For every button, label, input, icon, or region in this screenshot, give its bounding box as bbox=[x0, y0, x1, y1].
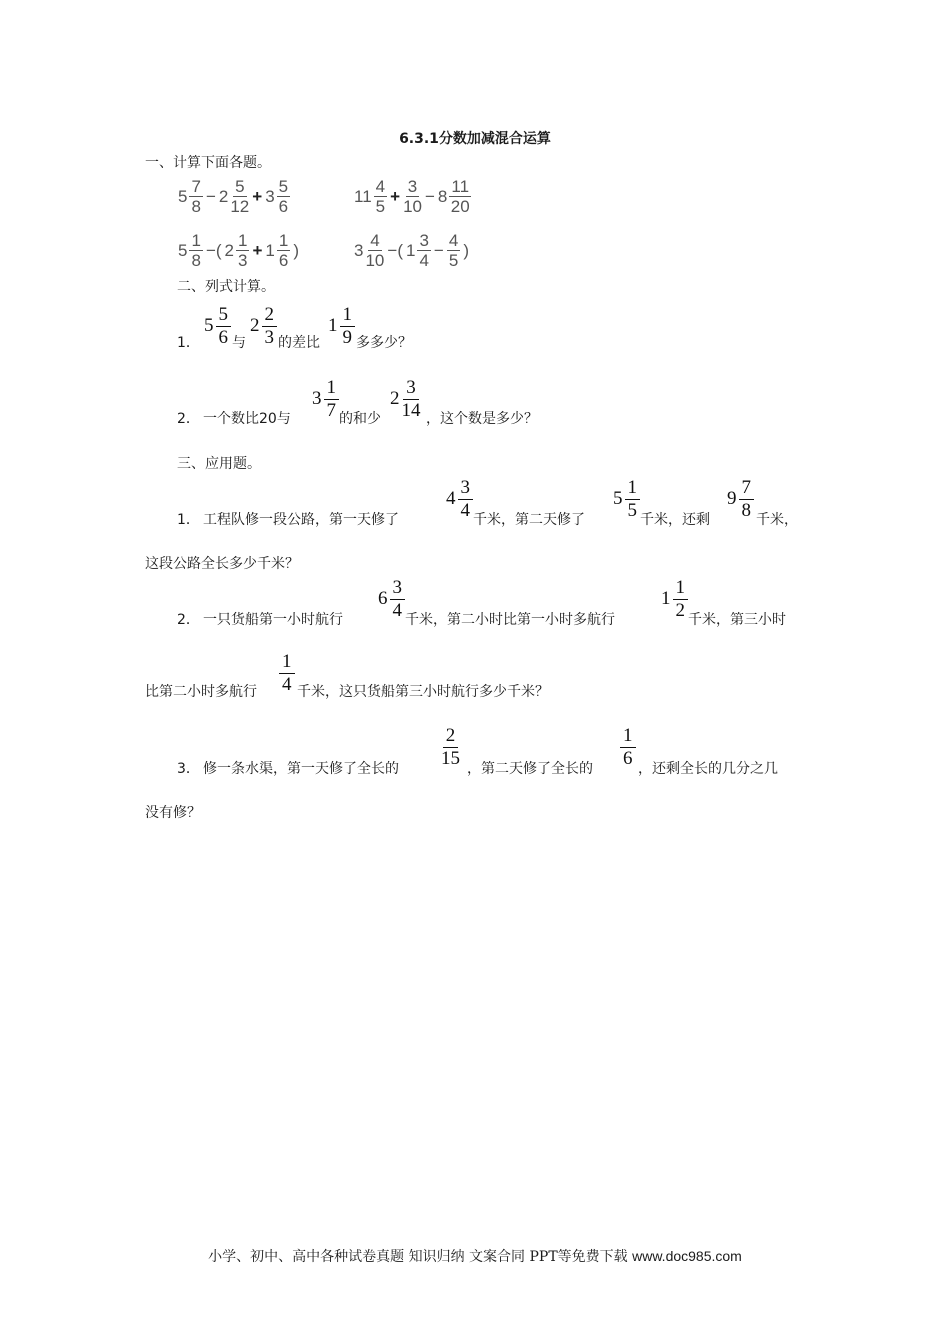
mixed-number bbox=[447, 232, 460, 269]
whole-number: 1 bbox=[265, 240, 275, 260]
denominator: 7 bbox=[326, 400, 336, 421]
operator: + bbox=[252, 186, 263, 206]
s2-q1-fraction-3 bbox=[328, 305, 355, 347]
s3-q1-fraction-3 bbox=[727, 478, 754, 520]
numerator: 1 bbox=[620, 726, 636, 748]
mixed-number bbox=[265, 178, 290, 215]
whole-number: 5 bbox=[178, 186, 188, 206]
numerator: 5 bbox=[278, 177, 289, 196]
s3-q1-number: 1． bbox=[177, 512, 200, 528]
section-3-heading: 三、应用题。 bbox=[177, 456, 261, 472]
fraction bbox=[625, 478, 641, 520]
numerator: 7 bbox=[191, 177, 201, 196]
s2-q1-fraction-1 bbox=[204, 305, 231, 347]
numerator: 3 bbox=[419, 231, 429, 250]
whole-number: 8 bbox=[437, 186, 448, 206]
operator: ) bbox=[463, 240, 469, 260]
numerator: 3 bbox=[390, 578, 406, 600]
whole-number: 3 bbox=[312, 388, 322, 409]
s2-q1-number: 1． bbox=[177, 335, 200, 351]
whole-number: 3 bbox=[354, 240, 364, 260]
s3-q3-text-1: ，第二天修了全长的 bbox=[467, 761, 593, 777]
s3-q3-text-2: ，还剩全长的几分之几 bbox=[638, 761, 778, 777]
page-title: 6.3.1分数加减混合运算 bbox=[399, 131, 551, 147]
section-1-heading: 一、计算下面各题。 bbox=[145, 155, 271, 171]
fraction bbox=[230, 178, 249, 215]
s2-q2-fraction-1 bbox=[312, 378, 339, 420]
mixed-number bbox=[438, 178, 471, 215]
operator: + bbox=[390, 186, 401, 206]
mixed-number bbox=[265, 232, 290, 269]
footer-url: www.doc985.com bbox=[632, 1248, 742, 1264]
s3-q3-fraction-2 bbox=[620, 726, 636, 768]
fraction bbox=[374, 178, 387, 215]
mixed-number bbox=[219, 178, 249, 215]
fraction bbox=[216, 305, 232, 347]
whole-number: 1 bbox=[405, 240, 416, 260]
operator: −( bbox=[205, 240, 222, 260]
fraction bbox=[390, 578, 406, 620]
denominator: 10 bbox=[403, 197, 422, 216]
fraction bbox=[189, 232, 202, 269]
numerator: 1 bbox=[278, 231, 289, 250]
fraction bbox=[449, 178, 471, 215]
fraction bbox=[458, 478, 474, 520]
numerator: 3 bbox=[407, 177, 418, 196]
denominator: 4 bbox=[460, 500, 470, 521]
s3-q3-fraction-1 bbox=[441, 726, 460, 768]
whole-number: 11 bbox=[354, 186, 372, 206]
whole-number: 6 bbox=[378, 588, 388, 609]
s3-q2-line-2b: 千米，这只货船第三小时航行多少千米？ bbox=[297, 684, 549, 700]
mixed-number bbox=[406, 232, 431, 269]
s3-q2-text-0: 一只货船第一小时航行 bbox=[203, 612, 343, 628]
fraction bbox=[620, 726, 636, 768]
s3-q1-line-2: 这段公路全长多少千米？ bbox=[145, 556, 299, 572]
operator: − bbox=[205, 186, 216, 206]
denominator: 6 bbox=[278, 197, 289, 216]
fraction bbox=[277, 232, 290, 269]
fraction bbox=[324, 378, 340, 420]
mixed-number bbox=[178, 232, 203, 269]
denominator: 3 bbox=[238, 251, 248, 270]
numerator: 4 bbox=[448, 231, 459, 250]
denominator: 5 bbox=[627, 500, 637, 521]
fraction bbox=[365, 232, 384, 269]
whole-number: 5 bbox=[204, 315, 214, 336]
whole-number: 9 bbox=[727, 488, 737, 509]
mixed-number bbox=[354, 178, 387, 215]
numerator: 4 bbox=[370, 231, 380, 250]
s3-q1-text-2: 千米，还剩 bbox=[640, 512, 710, 528]
s2-q2-text-0: 一个数比20与 bbox=[203, 411, 291, 427]
s3-q2-line-2a: 比第二小时多航行 bbox=[145, 684, 257, 700]
whole-number: 2 bbox=[218, 186, 229, 206]
fraction bbox=[441, 726, 460, 768]
fraction bbox=[673, 578, 689, 620]
section-2-heading: 二、列式计算。 bbox=[177, 279, 275, 295]
fraction bbox=[340, 305, 356, 347]
s3-q1-fraction-1 bbox=[446, 478, 473, 520]
denominator: 5 bbox=[448, 251, 459, 270]
numerator: 2 bbox=[262, 305, 278, 327]
whole-number: 4 bbox=[446, 488, 456, 509]
denominator: 3 bbox=[264, 327, 274, 348]
fraction bbox=[402, 378, 421, 420]
denominator: 8 bbox=[191, 197, 201, 216]
s3-q2-text-1: 千米，第二小时比第一小时多航行 bbox=[405, 612, 615, 628]
page-footer bbox=[0, 1246, 950, 1266]
operator: −( bbox=[387, 240, 403, 260]
numerator: 3 bbox=[458, 478, 474, 500]
numerator: 4 bbox=[375, 177, 386, 196]
denominator: 4 bbox=[282, 674, 292, 695]
denominator: 10 bbox=[365, 251, 385, 270]
s3-q2-number: 2． bbox=[177, 612, 200, 628]
numerator: 1 bbox=[625, 478, 641, 500]
s3-q3-line-2: 没有修？ bbox=[145, 805, 201, 821]
denominator: 2 bbox=[675, 600, 685, 621]
fraction bbox=[417, 232, 430, 269]
denominator: 12 bbox=[230, 197, 250, 216]
denominator: 6 bbox=[278, 251, 289, 270]
s3-q1-fraction-2 bbox=[613, 478, 640, 520]
s2-q1-text-3: 多多少？ bbox=[356, 335, 412, 351]
denominator: 8 bbox=[741, 500, 751, 521]
whole-number: 5 bbox=[178, 240, 188, 260]
fraction bbox=[279, 652, 295, 694]
numerator: 7 bbox=[739, 478, 755, 500]
fraction bbox=[189, 178, 202, 215]
numerator: 1 bbox=[340, 305, 356, 327]
whole-number: 2 bbox=[390, 388, 400, 409]
mixed-number bbox=[403, 178, 422, 215]
operator: − bbox=[424, 186, 435, 206]
s2-q1-text-2: 的差比 bbox=[278, 335, 320, 351]
denominator: 4 bbox=[392, 600, 402, 621]
denominator: 6 bbox=[623, 748, 633, 769]
denominator: 20 bbox=[450, 197, 470, 216]
whole-number: 5 bbox=[613, 488, 623, 509]
s2-q2-text-1: 的和少 bbox=[339, 411, 381, 427]
numerator: 11 bbox=[451, 177, 470, 196]
expression-2 bbox=[354, 178, 471, 215]
s2-q2-fraction-2 bbox=[390, 378, 421, 420]
denominator: 9 bbox=[342, 327, 352, 348]
expression-4 bbox=[354, 232, 471, 269]
s3-q2-fraction-3 bbox=[279, 652, 295, 694]
denominator: 5 bbox=[375, 197, 386, 216]
numerator: 1 bbox=[238, 231, 248, 250]
s3-q3-text-0: 修一条水渠，第一天修了全长的 bbox=[203, 761, 399, 777]
denominator: 6 bbox=[218, 327, 228, 348]
numerator: 5 bbox=[216, 305, 232, 327]
fraction bbox=[447, 232, 460, 269]
s3-q2-text-2: 千米，第三小时 bbox=[688, 612, 786, 628]
s2-q2-text-2: ，这个数是多少？ bbox=[426, 411, 538, 427]
denominator: 8 bbox=[191, 251, 201, 270]
fraction bbox=[236, 232, 249, 269]
s2-q2-number: 2． bbox=[177, 411, 200, 427]
s3-q2-fraction-2 bbox=[661, 578, 688, 620]
mixed-number bbox=[225, 232, 250, 269]
whole-number: 1 bbox=[328, 315, 338, 336]
denominator: 15 bbox=[441, 748, 460, 769]
numerator: 1 bbox=[279, 652, 295, 674]
operator: + bbox=[252, 240, 263, 260]
numerator: 1 bbox=[191, 231, 201, 250]
numerator: 1 bbox=[324, 378, 340, 400]
operator: ) bbox=[293, 240, 300, 260]
whole-number: 3 bbox=[265, 186, 275, 206]
s2-q1-fraction-2 bbox=[250, 305, 277, 347]
numerator: 2 bbox=[443, 726, 459, 748]
whole-number: 2 bbox=[224, 240, 234, 260]
fraction bbox=[403, 178, 422, 215]
fraction bbox=[277, 178, 290, 215]
s3-q1-text-0: 工程队修一段公路，第一天修了 bbox=[203, 512, 399, 528]
denominator: 14 bbox=[401, 400, 421, 421]
fraction bbox=[262, 305, 278, 347]
s3-q2-fraction-1 bbox=[378, 578, 405, 620]
expression-3 bbox=[178, 232, 301, 269]
mixed-number bbox=[354, 232, 384, 269]
whole-number: 2 bbox=[250, 315, 260, 336]
fraction bbox=[739, 478, 755, 520]
whole-number: 1 bbox=[661, 588, 671, 609]
numerator: 1 bbox=[673, 578, 689, 600]
denominator: 4 bbox=[419, 251, 429, 270]
expression-1 bbox=[178, 178, 290, 215]
s2-q1-text-1: 与 bbox=[232, 335, 246, 351]
footer-text: 小学、初中、高中各种试卷真题 知识归纳 文案合同 PPT等免费下载 bbox=[208, 1249, 628, 1265]
operator: − bbox=[433, 240, 444, 260]
s3-q1-text-3: 千米， bbox=[756, 512, 798, 528]
s3-q3-number: 3． bbox=[177, 761, 200, 777]
numerator: 3 bbox=[403, 378, 419, 400]
mixed-number bbox=[178, 178, 203, 215]
s3-q1-text-1: 千米，第二天修了 bbox=[473, 512, 585, 528]
numerator: 5 bbox=[235, 177, 245, 196]
